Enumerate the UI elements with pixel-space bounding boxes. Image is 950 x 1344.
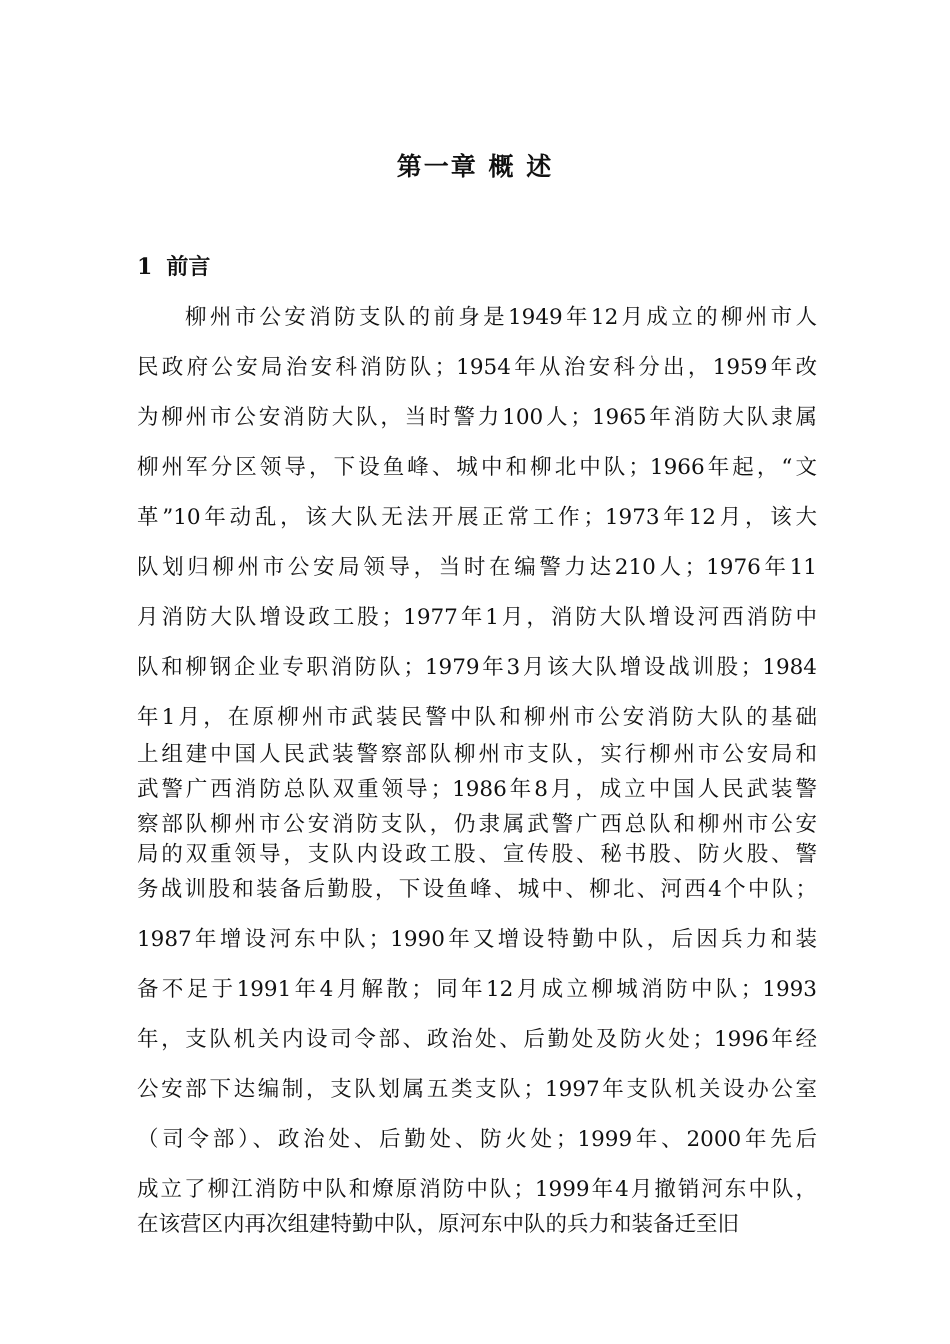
paragraph-line: 在该营区内再次组建特勤中队，原河东中队的兵力和装备迁至旧 bbox=[137, 1212, 740, 1237]
chapter-title: 第一章 概 述 bbox=[396, 152, 554, 181]
paragraph-line: 务战训股和装备后勤股，下设鱼峰、城中、柳北、河西4个中队； bbox=[137, 877, 817, 902]
paragraph-line: 局的双重领导，支队内设政工股、宣传股、秘书股、防火股、警 bbox=[137, 842, 817, 867]
paragraph-line: 武警广西消防总队双重领导；1986年8月，成立中国人民武装警 bbox=[137, 777, 817, 802]
paragraph-line: 革”10年动乱，该大队无法开展正常工作；1973年12月，该大 bbox=[137, 505, 817, 530]
paragraph-line: 柳州军分区领导，下设鱼峰、城中和柳北中队；1966年起，“文 bbox=[137, 455, 817, 480]
paragraph-line: 公安部下达编制，支队划属五类支队；1997年支队机关设办公室 bbox=[137, 1077, 817, 1102]
paragraph-line: 备不足于1991年4月解散；同年12月成立柳城消防中队；1993 bbox=[137, 977, 817, 1002]
section-heading bbox=[137, 252, 210, 282]
paragraph-line: 为柳州市公安消防大队，当时警力100人；1965年消防大队隶属 bbox=[137, 405, 817, 430]
section-title: 前言 bbox=[166, 254, 211, 280]
paragraph-line: 柳州市公安消防支队的前身是1949年12月成立的柳州市人 bbox=[185, 305, 817, 330]
paragraph-line: 月消防大队增设政工股；1977年1月，消防大队增设河西消防中 bbox=[137, 605, 817, 630]
paragraph-line: 年1月，在原柳州市武装民警中队和柳州市公安消防大队的基础 bbox=[137, 705, 817, 730]
paragraph-line: 队和柳钢企业专职消防队；1979年3月该大队增设战训股；1984 bbox=[137, 655, 817, 680]
paragraph-line: 年，支队机关内设司令部、政治处、后勤处及防火处；1996年经 bbox=[137, 1027, 817, 1052]
paragraph-line: 察部队柳州市公安消防支队，仍隶属武警广西总队和柳州市公安 bbox=[137, 812, 817, 837]
paragraph-line: 队划归柳州市公安局领导，当时在编警力达210人；1976年11 bbox=[137, 555, 817, 580]
paragraph-line: 成立了柳江消防中队和燎原消防中队；1999年4月撤销河东中队， bbox=[137, 1177, 817, 1202]
paragraph-line: 上组建中国人民武装警察部队柳州市支队，实行柳州市公安局和 bbox=[137, 742, 817, 767]
section-number: 1 bbox=[137, 254, 153, 280]
paragraph-line: 1987年增设河东中队；1990年又增设特勤中队，后因兵力和装 bbox=[137, 927, 817, 952]
paragraph-line: （司令部）、政治处、后勤处、防火处；1999年、2000年先后 bbox=[137, 1127, 817, 1152]
paragraph-line: 民政府公安局治安科消防队；1954年从治安科分出，1959年改 bbox=[137, 355, 817, 380]
